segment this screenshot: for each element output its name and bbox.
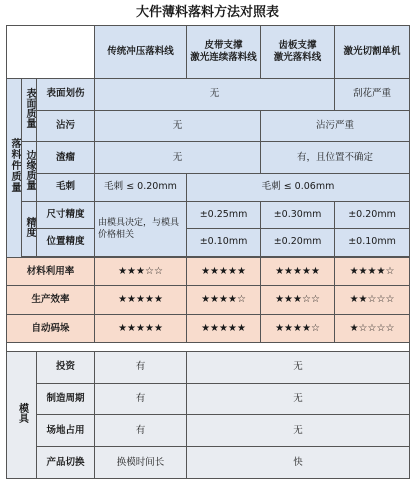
cell-burr-m2-m4: 毛刺 ≤ 0.06mm	[187, 174, 410, 202]
cell-burr-m1: 毛刺 ≤ 0.20mm	[95, 174, 187, 202]
cell-precision-m1-note: 由模具决定，与模具价格相关	[95, 201, 187, 256]
mold-label-space: 场地占用	[37, 415, 95, 447]
cell-size-m3: ±0.30mm	[261, 201, 335, 229]
rating-material-m2: ★★★★★	[187, 257, 261, 286]
cell-slag-m3-m4: 有，且位置不确定	[261, 142, 410, 174]
mold-cycle-m2-m4: 无	[187, 383, 410, 415]
row-label-burr: 毛刺	[37, 174, 95, 202]
cell-size-m2: ±0.25mm	[187, 201, 261, 229]
header-corner-cell	[7, 26, 95, 79]
rating-material-m4: ★★★★☆	[335, 257, 410, 286]
cell-position-m2: ±0.10mm	[187, 229, 261, 257]
rating-stacking-m1: ★★★★★	[95, 314, 187, 343]
header-method-1: 传统冲压落料线	[95, 26, 187, 79]
cell-position-m4: ±0.10mm	[335, 229, 410, 257]
rating-label-efficiency: 生产效率	[7, 286, 95, 315]
quality-group-label	[7, 78, 22, 257]
rating-efficiency-m4: ★★☆☆☆	[335, 286, 410, 315]
cell-stain-m1-m2: 无	[95, 110, 261, 142]
edge-quality-label	[22, 142, 37, 201]
header-method-2: 皮带支撑 激光连续落料线	[187, 26, 261, 79]
rating-label-stacking: 自动码垛	[7, 314, 95, 343]
cell-stain-m3-m4: 沾污严重	[261, 110, 410, 142]
row-label-scratch: 表面划伤	[37, 78, 95, 110]
mold-investment-m2-m4: 无	[187, 351, 410, 383]
rating-stacking-m3: ★★★★☆	[261, 314, 335, 343]
mold-group-label	[7, 351, 37, 478]
rating-efficiency-m1: ★★★★★	[95, 286, 187, 315]
mold-investment-m1: 有	[95, 351, 187, 383]
cell-scratch-m4: 刮花严重	[335, 78, 410, 110]
mold-cycle-m1: 有	[95, 383, 187, 415]
cell-position-m3: ±0.20mm	[261, 229, 335, 257]
precision-text: 精度	[24, 216, 35, 237]
precision-label	[22, 201, 37, 256]
mold-space-m2-m4: 无	[187, 415, 410, 447]
quality-group-text: 落料件质量	[9, 138, 20, 194]
edge-quality-text: 边缘质量	[24, 149, 35, 190]
surface-quality-label	[22, 78, 37, 142]
header-method-4: 激光切割单机	[335, 26, 410, 79]
rating-material-m1: ★★★☆☆	[95, 257, 187, 286]
mold-group-text: 模具	[16, 402, 28, 423]
rating-stacking-m2: ★★★★★	[187, 314, 261, 343]
mold-switch-m2-m4: 快	[187, 447, 410, 479]
cell-slag-m1-m2: 无	[95, 142, 261, 174]
mold-label-investment: 投资	[37, 351, 95, 383]
rating-efficiency-m3: ★★★☆☆	[261, 286, 335, 315]
rating-label-material: 材料利用率	[7, 257, 95, 286]
header-method-3: 齿板支撑 激光落料线	[261, 26, 335, 79]
mold-space-m1: 有	[95, 415, 187, 447]
page-title: 大件薄料落料方法对照表	[135, 5, 279, 20]
rating-stacking-m4: ★☆☆☆☆	[335, 314, 410, 343]
row-label-slag: 渣瘤	[37, 142, 95, 174]
rating-material-m3: ★★★★★	[261, 257, 335, 286]
mold-switch-m1: 换模时间长	[95, 447, 187, 479]
cell-scratch-m1-m3: 无	[95, 78, 335, 110]
mold-label-switch: 产品切换	[37, 447, 95, 479]
row-label-size-precision: 尺寸精度	[37, 201, 95, 229]
surface-quality-text: 表面质量	[24, 88, 35, 129]
cell-size-m4: ±0.20mm	[335, 201, 410, 229]
comparison-table	[6, 25, 410, 479]
row-label-stain: 沾污	[37, 110, 95, 142]
gap-row	[7, 343, 410, 351]
row-label-position-precision: 位置精度	[37, 229, 95, 257]
rating-efficiency-m2: ★★★★☆	[187, 286, 261, 315]
mold-label-cycle: 制造周期	[37, 383, 95, 415]
